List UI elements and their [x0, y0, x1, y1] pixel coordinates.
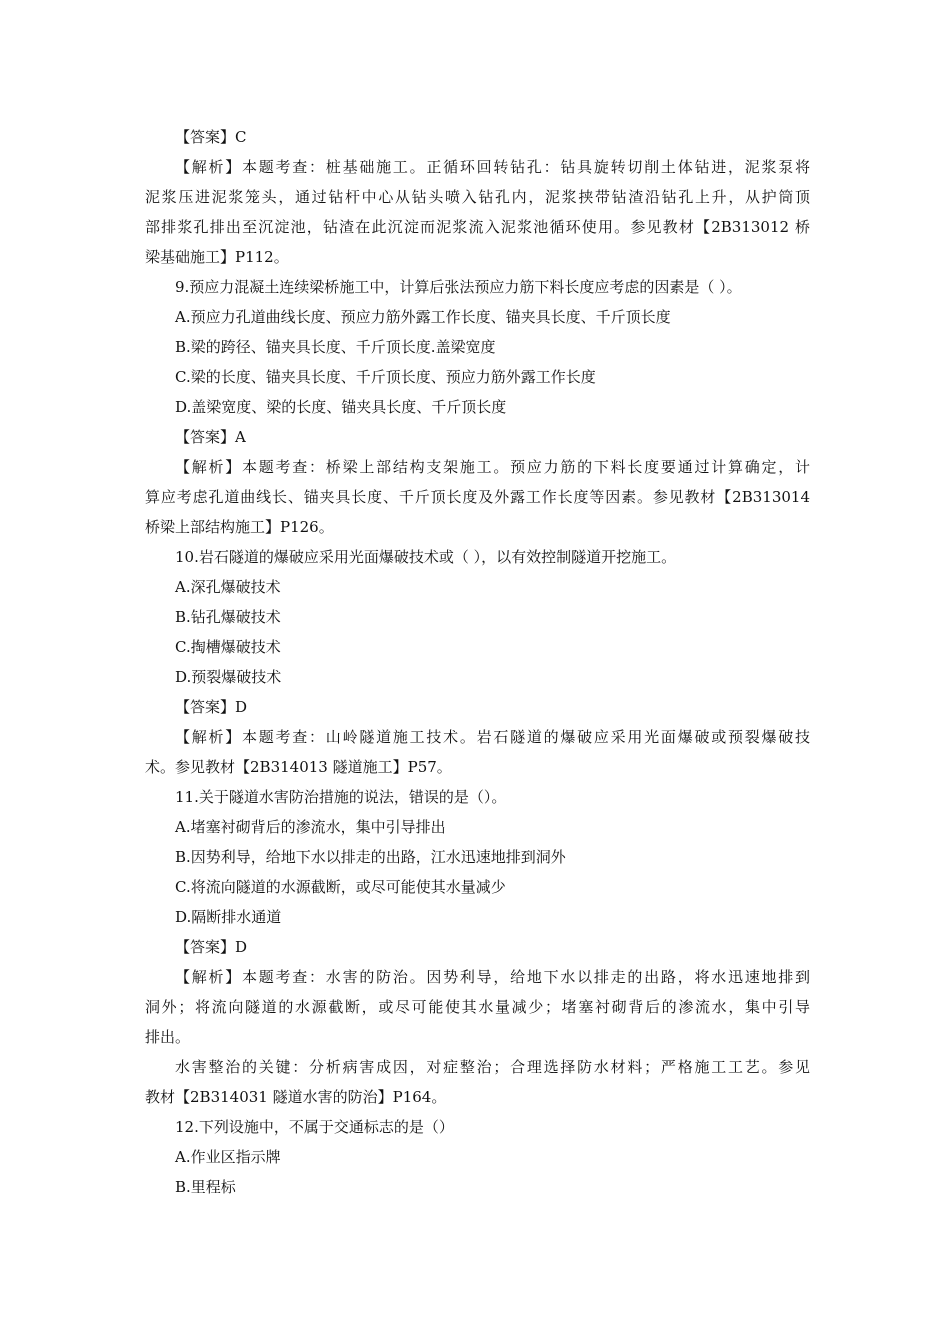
q10-option-c: C.掏槽爆破技术	[175, 638, 281, 656]
q11-question: 11.关于隧道水害防治措施的说法，错误的是（）。	[175, 788, 507, 806]
q9-option-d: D.盖梁宽度、梁的长度、锚夹具长度、千斤顶长度	[175, 398, 507, 416]
q11-option-a: A.堵塞衬砌背后的渗流水，集中引导排出	[175, 818, 446, 836]
q10-option-a: A.深孔爆破技术	[175, 578, 281, 596]
q12-option-b: B.里程标	[175, 1178, 236, 1196]
q11-option-b: B.因势利导，给地下水以排走的出路，江水迅速地排到洞外	[175, 848, 566, 866]
q12-question: 12.下列设施中，不属于交通标志的是（）	[175, 1118, 454, 1136]
q8-analysis-line: 部排浆孔排出至沉淀池，钻渣在此沉淀而泥浆流入泥浆池循环使用。参见教材【2B313012 桥	[145, 218, 810, 236]
q12-option-a: A.作业区指示牌	[175, 1148, 281, 1166]
q11-extra-note	[145, 1052, 810, 1112]
q11-extra-line: 水害整治的关键：分析病害成因，对症整治；合理选择防水材料；严格施工工艺。参见	[175, 1058, 810, 1076]
q10-question: 10.岩石隧道的爆破应采用光面爆破技术或（ ），以有效控制隧道开挖施工。	[175, 548, 677, 566]
q11-option-d: D.隔断排水通道	[175, 908, 282, 926]
q11-analysis-line: 排出。	[145, 1028, 191, 1046]
q9-analysis	[145, 452, 810, 542]
q10-analysis-line: 术。参见教材【2B314013 隧道施工】P57。	[145, 758, 452, 776]
q9-question: 9.预应力混凝土连续梁桥施工中，计算后张法预应力筋下料长度应考虑的因素是（ ）。	[175, 278, 742, 296]
q11-answer: 【答案】D	[175, 938, 248, 956]
q11-analysis	[145, 962, 810, 1052]
q9-option-a: A.预应力孔道曲线长度、预应力筋外露工作长度、锚夹具长度、千斤顶长度	[175, 308, 671, 326]
q10-option-d: D.预裂爆破技术	[175, 668, 282, 686]
q9-answer: 【答案】A	[175, 428, 246, 446]
q8-analysis-line: 梁基础施工】P112。	[145, 248, 289, 266]
q11-analysis-line: 【解析】本题考查：水害的防治。因势利导，给地下水以排走的出路，将水迅速地排到	[175, 968, 810, 986]
q8-analysis-line: 泥浆压进泥浆笼头，通过钻杆中心从钻头喷入钻孔内，泥浆挟带钻渣沿钻孔上升，从护筒顶	[145, 188, 810, 206]
q11-extra-line: 教材【2B314031 隧道水害的防治】P164。	[145, 1088, 447, 1106]
q10-option-b: B.钻孔爆破技术	[175, 608, 281, 626]
q9-analysis-line: 算应考虑孔道曲线长、锚夹具长度、千斤顶长度及外露工作长度等因素。参见教材【2B313014	[145, 488, 810, 506]
q10-answer: 【答案】D	[175, 698, 248, 716]
q11-option-c: C.将流向隧道的水源截断，或尽可能使其水量减少	[175, 878, 506, 896]
q10-analysis-line: 【解析】本题考查：山岭隧道施工技术。岩石隧道的爆破应采用光面爆破或预裂爆破技	[175, 728, 810, 746]
q11-analysis-line: 洞外；将流向隧道的水源截断，或尽可能使其水量减少；堵塞衬砌背后的渗流水，集中引导	[145, 998, 810, 1016]
q9-option-b: B.梁的跨径、锚夹具长度、千斤顶长度.盖梁宽度	[175, 338, 496, 356]
q9-option-c: C.梁的长度、锚夹具长度、千斤顶长度、预应力筋外露工作长度	[175, 368, 596, 386]
q8-analysis	[145, 152, 810, 272]
q9-analysis-line: 【解析】本题考查：桥梁上部结构支架施工。预应力筋的下料长度要通过计算确定，计	[175, 458, 810, 476]
q8-analysis-line: 【解析】本题考查：桩基础施工。正循环回转钻孔：钻具旋转切削土体钻进，泥浆泵将	[175, 158, 810, 176]
q10-analysis	[145, 722, 810, 782]
q9-analysis-line: 桥梁上部结构施工】P126。	[145, 518, 334, 536]
q8-answer: 【答案】C	[175, 128, 247, 146]
document-page	[145, 122, 810, 1202]
